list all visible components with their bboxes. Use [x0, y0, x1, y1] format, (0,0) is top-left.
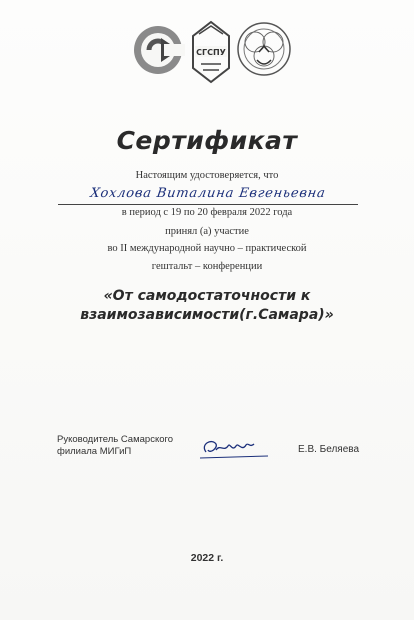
topic-line-2: взаимозависимости(г.Самара)» [80, 307, 334, 323]
swirl-c-logo-icon [131, 20, 185, 82]
certificate-year: 2022 г. [190, 552, 224, 564]
recipient-name: Хохлова Виталина Евгеньевна [89, 186, 327, 201]
sgspu-emblem-text: СГСПУ [196, 48, 226, 57]
handwritten-signature [198, 436, 270, 462]
certify-text: Настоящим удостоверяется, что [135, 170, 279, 181]
gestalt-circle-logo-icon [235, 20, 293, 78]
topic-line-1: «От самодостаточности к [103, 288, 311, 304]
conference-line-1: во II международной научно – практической [107, 243, 307, 254]
sgspu-emblem [191, 20, 231, 86]
certificate-title: Сертификат [116, 126, 298, 155]
signer-role-line-2: филиала МИГиП [57, 446, 132, 457]
logo-row [131, 20, 296, 90]
signer-role-line-1: Руководитель Самарского [57, 434, 174, 445]
name-underline [58, 204, 358, 205]
participation-text: принял (а) участие [165, 226, 249, 237]
conference-line-2: гештальт – конференции [151, 261, 263, 272]
signer-name: Е.В. Беляева [298, 444, 360, 455]
event-period: в период с 19 по 20 февраля 2022 года [121, 207, 293, 218]
